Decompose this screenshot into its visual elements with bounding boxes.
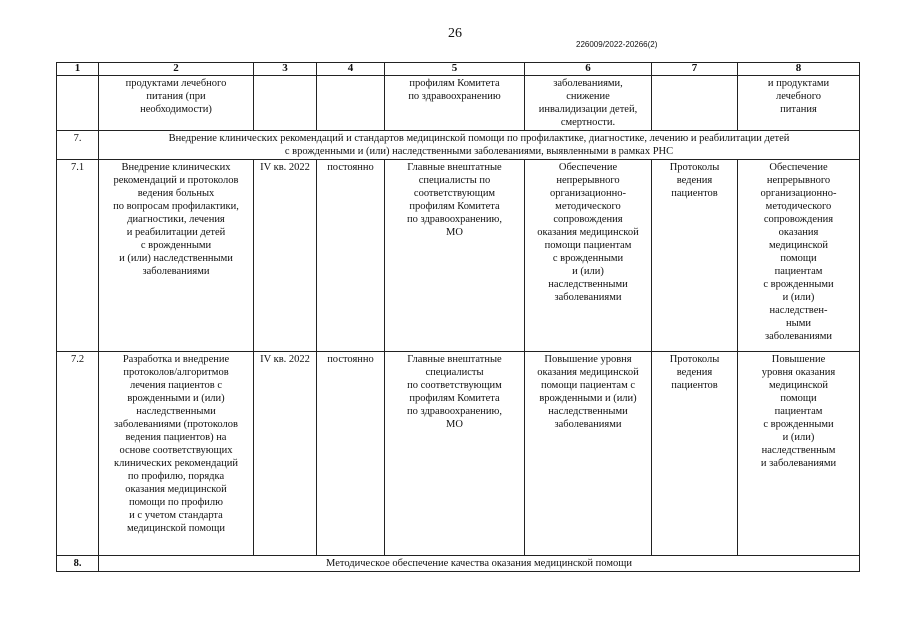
row-document: Протоколы ведения пациентов — [652, 352, 738, 556]
continuation-row — [57, 76, 860, 131]
page-number: 26 — [448, 26, 462, 41]
section-7-row — [57, 131, 860, 160]
section-8-row — [57, 556, 860, 572]
continuation-indicator: и продуктами лечебного питания — [738, 76, 860, 131]
continuation-responsible: профилям Комитета по здравоохранению — [385, 76, 525, 131]
section-number: 8. — [57, 556, 99, 572]
column-header: 2 — [99, 63, 254, 76]
column-header: 6 — [525, 63, 652, 76]
table-row-7-1 — [57, 160, 860, 352]
row-period: постоянно — [317, 160, 385, 352]
row-number: 7.2 — [57, 352, 99, 556]
row-responsible: Главные внештатные специалисты по соответствующим профилям Комитета по здравоохранению, МО — [385, 352, 525, 556]
column-header: 7 — [652, 63, 738, 76]
section-title: Методическое обеспечение качества оказания медицинской помощи — [99, 556, 860, 572]
section-title: Внедрение клинических рекомендаций и стандартов медицинской помощи по профилактике, диагностике, лечению и реабилитации детей с врожденными и (или) наследственными заболеваниями, выявленными в рамках РНС — [99, 131, 860, 160]
row-deadline: IV кв. 2022 — [254, 160, 317, 352]
column-header: 4 — [317, 63, 385, 76]
row-number: 7.1 — [57, 160, 99, 352]
continuation-result: заболеваниями, снижение инвалидизации детей, смертности. — [525, 76, 652, 131]
document-code: 226009/2022-20266(2) — [576, 40, 658, 49]
plan-table — [56, 62, 860, 572]
row-document: Протоколы ведения пациентов — [652, 160, 738, 352]
column-header-row — [57, 63, 860, 76]
section-number: 7. — [57, 131, 99, 160]
column-header: 8 — [738, 63, 860, 76]
row-result: Повышение уровня оказания медицинской помощи пациентам с врожденными и (или) наследственными заболеваниями — [525, 352, 652, 556]
row-deadline: IV кв. 2022 — [254, 352, 317, 556]
column-header: 1 — [57, 63, 99, 76]
row-responsible: Главные внештатные специалисты по соответствующим профилям Комитета по здравоохранению, МО — [385, 160, 525, 352]
column-header: 3 — [254, 63, 317, 76]
column-header: 5 — [385, 63, 525, 76]
row-indicator: Обеспечение непрерывного организационно- методического сопровождения оказания медицинской помощи пациентам с врожденными и (или) наследствен- ными заболеваниями — [738, 160, 860, 352]
continuation-action: продуктами лечебного питания (при необходимости) — [99, 76, 254, 131]
row-action: Внедрение клинических рекомендаций и протоколов ведения больных по вопросам профилактики, диагностики, лечения и реабилитации детей с врожденными и (или) наследственными заболеваниями — [99, 160, 254, 352]
row-result: Обеспечение непрерывного организационно- методического сопровождения оказания медицинской помощи пациентам с врожденными и (или) наследственными заболеваниями — [525, 160, 652, 352]
row-period: постоянно — [317, 352, 385, 556]
table-row-7-2 — [57, 352, 860, 556]
row-action: Разработка и внедрение протоколов/алгоритмов лечения пациентов с врожденными и (или) наследственными заболеваниями (протоколов ведения пациентов) на основе соответствующих клинических рекомендаций по профилю, порядка оказания медицинской помощи по профилю и с учетом стандарта медицинской помощи — [99, 352, 254, 556]
row-indicator: Повышение уровня оказания медицинской помощи пациентам с врожденными и (или) наследственным и заболеваниями — [738, 352, 860, 556]
